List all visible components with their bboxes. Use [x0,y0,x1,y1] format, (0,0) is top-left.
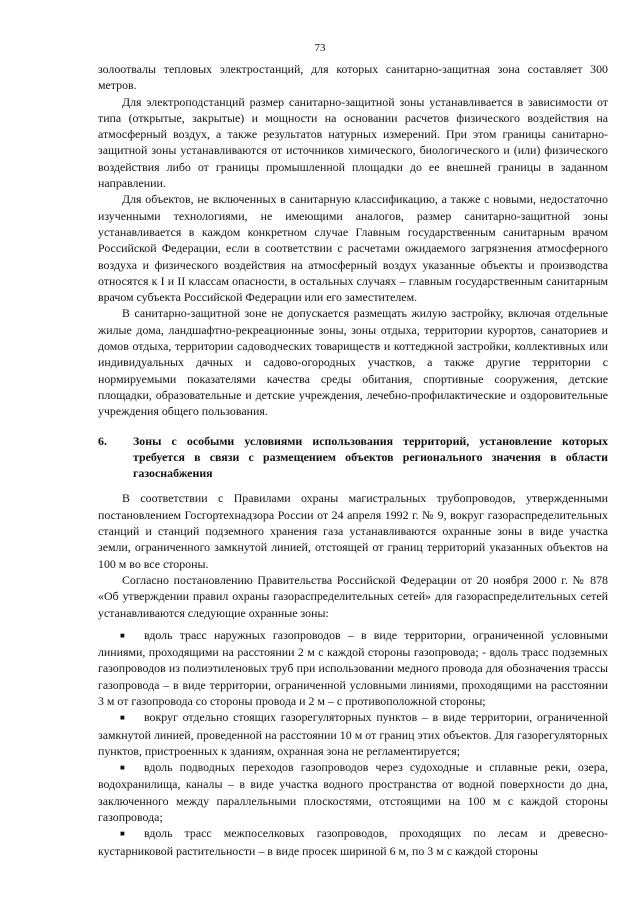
list-item-text: вокруг отдельно стоящих газорегуляторных пунктов – в виде территории, ограниченной замкнутой линией, проведенной на расстоянии 10 м от границ этих объектов. Для газорегуляторных пунктов, пристроенных к зданиям, охранная зона не регламентируется; [98,710,608,758]
list-item [98,627,608,709]
list-item-text: вдоль трасс межпоселковых газопроводов, проходящих по лесам и древесно-кустарниковой растительности – в виде просек шириной 6 м, по 3 м с каждой стороны [98,826,608,858]
paragraph: Согласно постановлению Правительства Российской Федерации от 20 ноября 2000 г. № 878 «Об утверждении правил охраны газораспределительных сетей» для газораспределительных сетей устанавливаются следующие охранные зоны: [98,572,608,620]
paragraph: В санитарно-защитной зоне не допускается размещать жилую застройку, включая отдельные жилые дома, ландшафтно-рекреационные зоны, зоны отдыха, территории курортов, санаториев и домов отдыха, территории садоводческих товариществ и коттеджной застройки, коллективных или индивидуальных дачных и садово-огородных участков, а также другие территории с нормируемыми показателями качества среды обитания, спортивные сооружения, детские площадки, образовательные и детские учреждения, лечебно-профилактические и оздоровительные учреждения общего пользования. [98,306,608,419]
section-heading [98,433,608,482]
paragraph: В соответствии с Правилами охраны магистральных трубопроводов, утвержденными постановлением Госгортехнадзора России от 24 апреля 1992 г. № 9, вокруг газораспределительных станций и станций подземного хранения газа устанавливаются охранные зоны в виде участка земли, ограниченного замкнутой линией, отстоящей от границ территорий указанных объектов на 100 м во все стороны. [98,491,608,571]
page-number: 73 [314,42,326,54]
list-item [98,825,608,859]
section-title: Зоны с особыми условиями использования территорий, установление которых требуется в связи с размещением объектов регионального значения в области газоснабжения [133,433,608,481]
bullet-square-icon: ■ [120,763,125,773]
list-item [98,759,608,825]
list-item [98,709,608,759]
paragraph: Для объектов, не включенных в санитарную классификацию, а также с новыми, недостаточно изученными технологиями, не имеющими аналогов, размер санитарно-защитной зоны устанавливается в каждом конкретном случае Главным государственным санитарным врачом Российской Федерации, если в соответствии с расчетами ожидаемого загрязнения атмосферного воздуха и физического воздействия на атмосферный воздух указанные объекты и производства относятся к I и II классам опасности, в остальных случаях – главным государственным санитарным врачом субъекта Российской Федерации или его заместителем. [98,192,608,305]
page-content [98,61,608,859]
paragraph: золоотвалы тепловых электростанций, для которых санитарно-защитная зона составляет 300 метров. [98,62,608,93]
list-item-text: вдоль подводных переходов газопроводов через судоходные и сплавные реки, озера, водохранилища, каналы – в виде участка водного пространства от водной поверхности до дна, заключенного между параллельными плоскостями, отстоящими на 100 м с каждой стороны газопровода; [98,760,608,825]
bullet-square-icon: ■ [120,630,125,640]
paragraph: Для электроподстанций размер санитарно-защитной зоны устанавливается в зависимости от типа (открытые, закрытые) и мощности на основании расчетов физического воздействия на атмосферный воздух, а также результатов натурных измерений. При этом границы санитарно-защитной зоны устанавливаются от источников химического, биологического и (или) физического воздействия либо от границы промышленной площадки до ее внешней границы в заданном направлении. [98,94,608,191]
bullet-square-icon: ■ [120,713,125,723]
section-number: 6. [98,433,107,448]
list-item-text: вдоль трасс наружных газопроводов – в виде территории, ограниченной условными линиями, проходящими на расстоянии 2 м с каждой стороны газопровода; - вдоль трасс подземных газопроводов из полиэтиленовых труб при использовании медного провода для обозначения трассы газопровода – в виде территории, ограниченной условными линиями, проходящими на расстоянии 3 м от газопровода со стороны провода и 2 м – с противоположной стороны; [98,627,608,708]
bullet-square-icon: ■ [120,829,125,839]
